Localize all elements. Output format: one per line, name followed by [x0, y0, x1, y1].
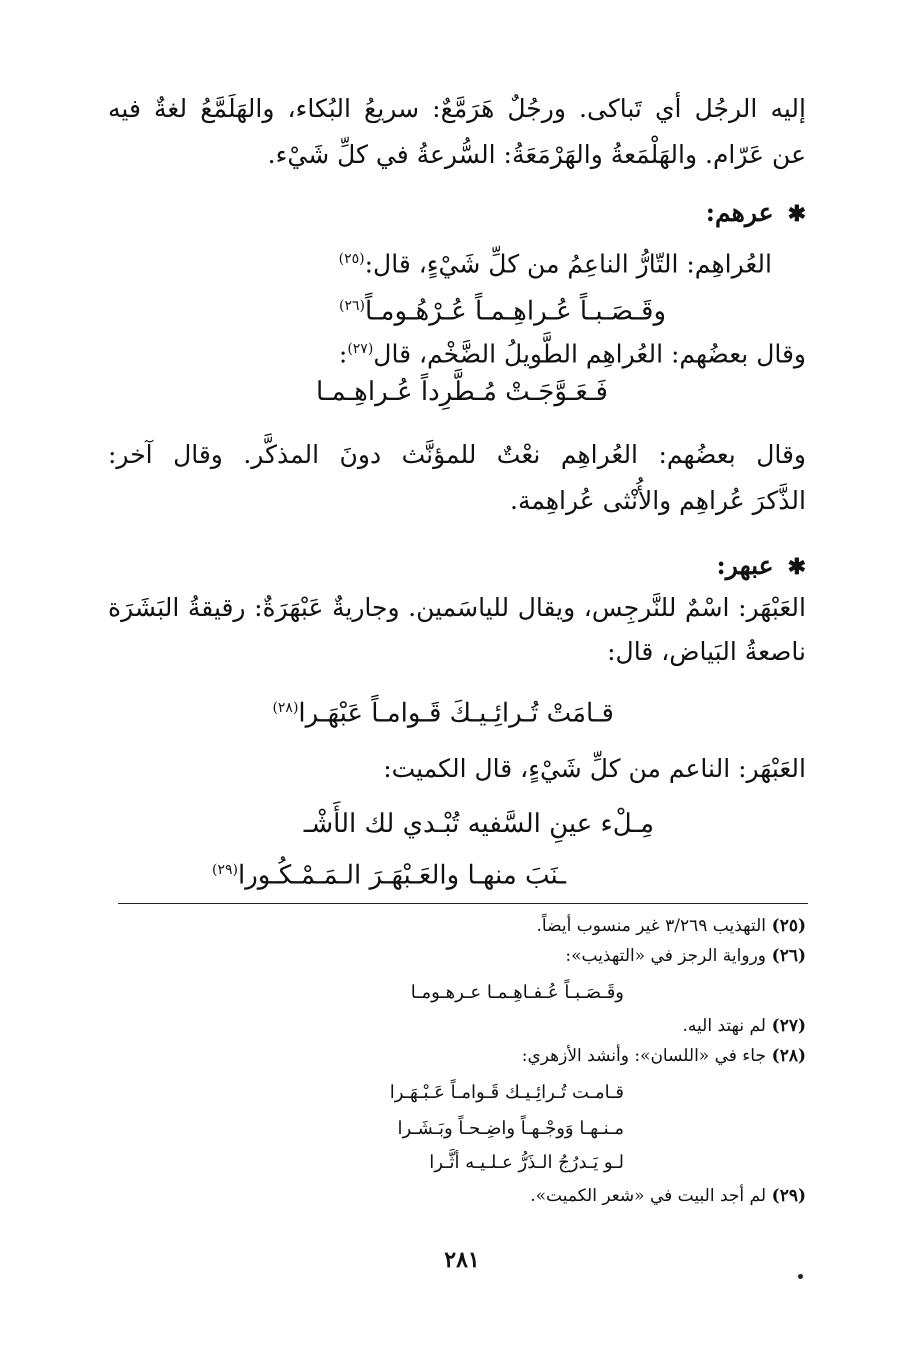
entry1-line-2-colon: : [338, 339, 348, 369]
footnote-ref-26: (٢٦) [339, 298, 366, 314]
print-speck [798, 1274, 803, 1279]
footnote-28-verse-1: قـامـت تُـرائِـيـك قَـوامـاً عَـبْـهَـرا [389, 1082, 624, 1103]
asterisk-icon: ✱ [787, 201, 806, 227]
entry1-verse-1 [339, 288, 666, 330]
entry2-verse-1-text: قـامَتْ تُـرائِـيـكَ قَـوامـاً عَبْهَـرا [298, 698, 614, 729]
footnote-ref-28: (٢٨) [272, 700, 299, 716]
footnote-text: لم نهتد اليه. [682, 1016, 766, 1036]
footnote-text: ورواية الرجز في «التهذيب»: [565, 946, 766, 966]
entry1-line-2 [339, 332, 806, 371]
entry2-line-3: العَبْهَر: الناعم من كلِّ شَيْءٍ، قال الكميت: [383, 754, 806, 783]
entry1-verse-1-text: وقَـصَـبـاً عُـراهِـمـاً عُـرْهُـومـاً [365, 296, 666, 327]
footnote-number: (٢٨) [771, 1046, 806, 1066]
asterisk-icon: ✱ [787, 554, 806, 580]
footnote-text: جاء في «اللسان»: وأنشد الأزهري: [521, 1046, 766, 1066]
entry2-line-2: ناصعةُ البَياض، قال: [607, 637, 806, 666]
footnote-28 [522, 1044, 806, 1068]
footnote-ref-25: (٢٥) [338, 251, 365, 267]
footnote-ref-29: (٢٩) [212, 862, 239, 878]
entry-heading-text: عرهم: [705, 198, 774, 227]
entry2-verse-2a: مِـلْء عينِ السَّفيه تُبْـدي لك الأَشْـ [303, 809, 654, 839]
footnote-25 [537, 914, 806, 938]
entry-heading-abhar [717, 549, 806, 584]
footnote-28-verse-2: مـنـهـا وَوجْـهـاً واضِـحـاً وبَـشَـرا [397, 1118, 624, 1139]
entry1-line-4: الذَّكرَ عُراهِم والأُنْثى عُراهِمة. [510, 486, 806, 515]
entry-heading-orhum [706, 196, 806, 231]
footnote-number: (٢٥) [771, 916, 806, 936]
footnote-26 [565, 944, 806, 968]
footnote-28-verse-3: لـو يَـدرُجُ الـذَرُّ عـلـيـه أثَّـرا [429, 1152, 624, 1173]
footnote-ref-27: (٢٧) [347, 341, 374, 357]
entry-heading-text: عبهر: [716, 551, 774, 580]
footnote-27 [683, 1014, 806, 1038]
footnote-text: لم أجد البيت في «شعر الكميت». [530, 1186, 766, 1206]
entry2-verse-2b [212, 852, 566, 894]
page-number: ٢٨١ [444, 1247, 480, 1273]
footnote-divider [118, 903, 808, 904]
footnote-29 [530, 1184, 806, 1208]
intro-line-2: عن عَرّام. والهَلْمَعةُ والهَرْمَعَةُ: السُّرعةُ في كلِّ شَيْء. [267, 140, 806, 169]
footnote-number: (٢٦) [771, 946, 806, 966]
entry1-line-2-text: وقال بعضُهم: العُراهِم الطَّويلُ الضَّخْم، قال [373, 339, 806, 369]
footnote-number: (٢٧) [771, 1016, 806, 1036]
footnote-number: (٢٩) [771, 1186, 806, 1206]
entry1-line-1 [339, 242, 772, 281]
entry1-line-1-text: العُراهِم: التّارُّ الناعِمُ من كلِّ شَيْءٍ، قال: [364, 249, 772, 279]
entry2-verse-1 [272, 690, 614, 732]
intro-line-1: إليه الرجُل أي تَباكى. ورجُلٌ هَرَمَّعٌ: سريعُ البُكاء، والهَلَمَّعُ لغةٌ فيه [108, 94, 806, 123]
entry2-line-1: العَبْهَر: اسْمٌ للنَّرجِس، ويقال للياسَمين. وجاريةٌ عَبْهَرَةٌ: رقيقةُ البَشَرَة [108, 593, 806, 622]
entry1-line-3: وقال بعضُهم: العُراهِم نعْتٌ للمؤنَّث دونَ المذكَّر. وقال آخر: [108, 440, 806, 469]
footnote-26-verse: وقَـصَـبـاً عُـفـاهِـمـا عـرهـومـا [410, 982, 624, 1003]
entry1-verse-2: فَـعَـوَّجَـتْ مُـطَّرِداً عُـراهِـمـا [315, 377, 608, 407]
footnote-text: التهذيب ٣/٢٦٩ غير منسوب أيضاً. [536, 916, 766, 936]
entry2-verse-2b-text: ـنَبَ منهـا والعَـبْهَـرَ الـمَـمْـكُـورا [238, 860, 566, 891]
